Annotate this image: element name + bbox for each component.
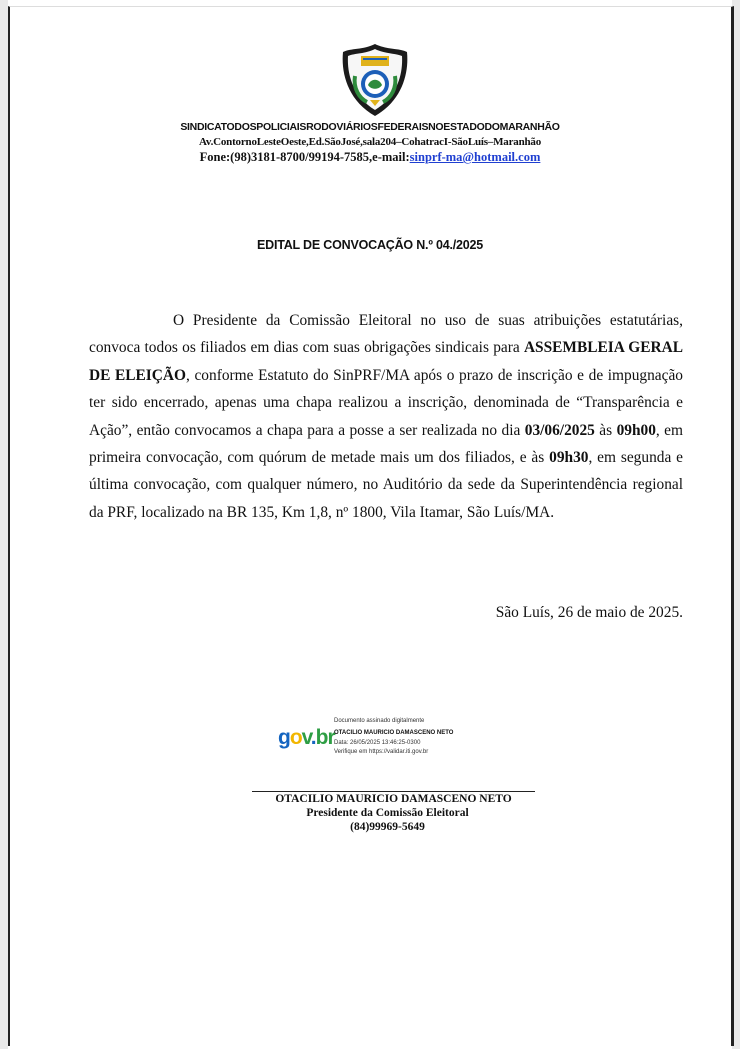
body-text-5: , em segunda e última convocação, com qualquer número, no Auditório da sede da Superintendência regional da PRF, localizado na BR 135, Km 1,8, nº 1800, Vila Itamar, São Luís/MA.: [89, 449, 683, 521]
signature-line: [252, 791, 535, 792]
org-contact: [0, 150, 740, 165]
body-text-2: , conforme Estatuto do SinPRF/MA após o prazo de inscrição e de impugnação ter sido encerrado, apenas uma chapa realizou a inscrição, denominada de “Transparência e Ação”, então convocamos a chapa para a posse a ser realizada no dia: [89, 366, 684, 439]
body-text-4: , em primeira convocação, com quórum de metade mais um dos filiados, e às: [89, 421, 683, 467]
body-bold-time-1: 09h00: [616, 421, 656, 439]
body-text-3: às: [594, 421, 617, 439]
body-bold-date: 03/06/2025: [524, 421, 595, 439]
body-paragraph: [89, 307, 683, 526]
date-line: São Luís, 26 de maio de 2025.: [495, 604, 683, 621]
signature-verify-link[interactable]: Verifique em https://validar.iti.gov.br: [334, 749, 429, 755]
signature-caption: Documento assinado digitalmente: [334, 718, 425, 724]
org-phone: Fone:(98)3181-8700/99194-7585,e-mail:: [199, 150, 410, 164]
govbr-logo: gov.br: [278, 726, 335, 749]
signer-role: Presidente da Comissão Eleitoral: [306, 807, 469, 819]
email-link[interactable]: sinprf-ma@hotmail.com: [409, 150, 541, 164]
body-bold-assembly: ASSEMBLEIA GERAL DE ELEIÇÃO: [89, 339, 684, 384]
org-name: SINDICATODOSPOLICIAISRODOVIÁRIOSFEDERAISNOESTADODOMARANHÃO: [180, 121, 560, 133]
body-text-1: O Presidente da Comissão Eleitoral no uso de suas atribuições estatutárias, convoca todos os filiados em dias com suas obrigações sindicais para: [89, 312, 683, 357]
body-bold-time-2: 09h30: [549, 449, 589, 467]
signature-signer: OTACILIO MAURICIO DAMASCENO NETO: [334, 730, 454, 736]
signer-phone: (84)99969-5649: [350, 821, 425, 833]
signature-date: Data: 26/05/2025 13:46:25-0300: [334, 740, 421, 746]
union-crest-logo: [337, 42, 413, 118]
document-title: EDITAL DE CONVOCAÇÃO N.º 04./2025: [256, 238, 484, 252]
digital-signature-stamp: [278, 716, 478, 766]
signer-name: OTACILIO MAURICIO DAMASCENO NETO: [275, 793, 512, 805]
org-address: Av.ContornoLesteOeste,Ed.SãoJosé,sala204–CohatracI-SãoLuís–Maranhão: [198, 136, 542, 148]
